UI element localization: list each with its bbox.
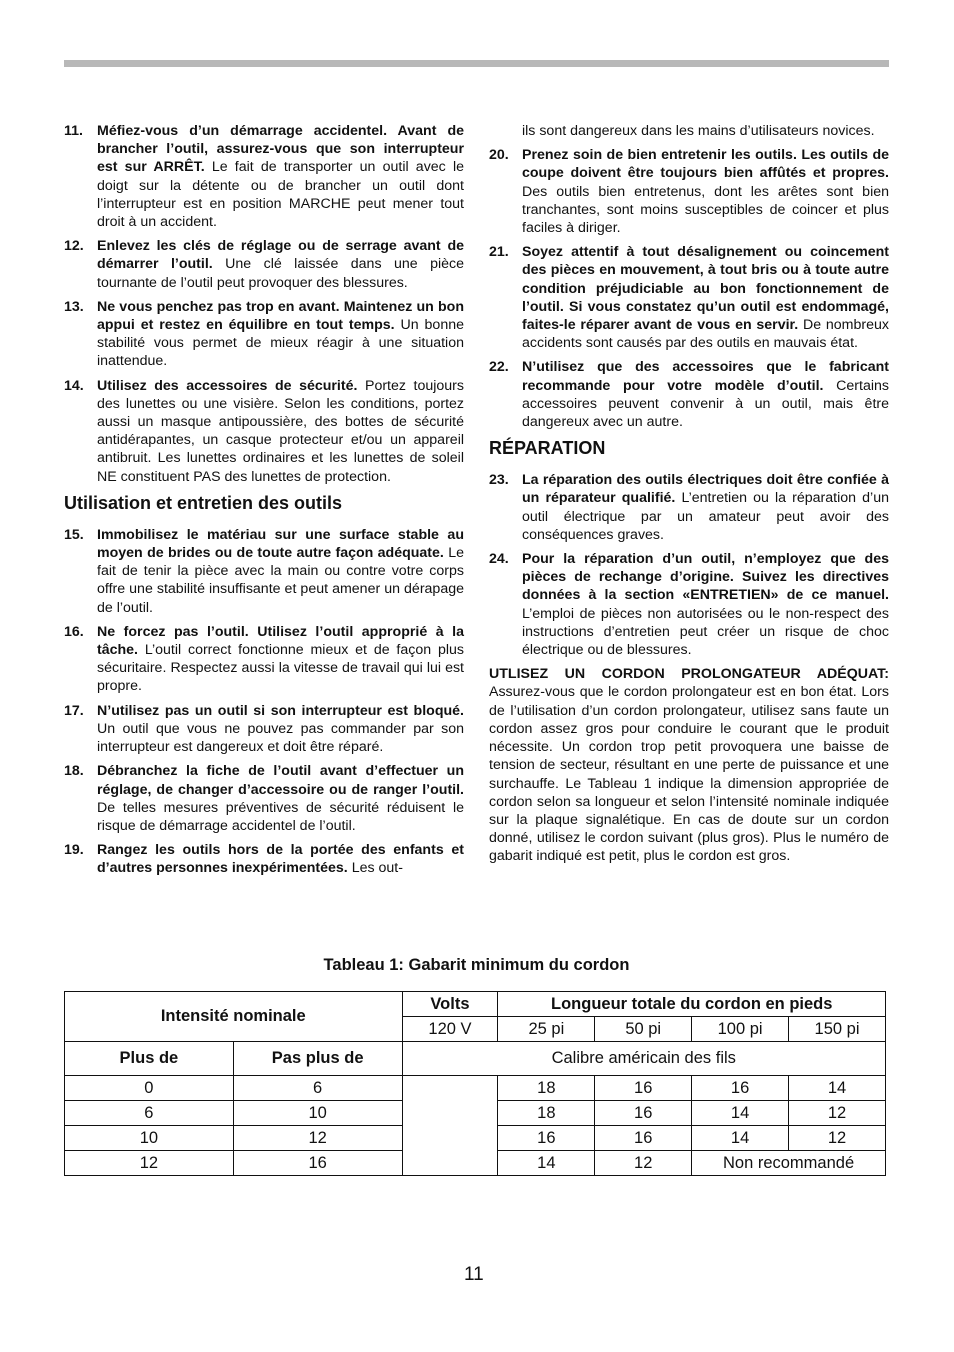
header-pas-plus-de: Pas plus de xyxy=(233,1042,402,1076)
item-text: De nombreux accidents sont causés par des outils en mauvais état. xyxy=(522,317,889,352)
continued-text: ils sont dangereux dans les mains d’utilisateurs novices. xyxy=(522,123,875,139)
right-column xyxy=(489,122,889,866)
list-item xyxy=(489,243,889,352)
volts-value: 120 V xyxy=(402,1017,498,1042)
table-cell: 10 xyxy=(65,1126,234,1151)
not-recommended-cell: Non recommandé xyxy=(692,1151,886,1176)
empty-volts-cell xyxy=(402,1076,498,1176)
item-number: 17. xyxy=(64,702,84,719)
list-item xyxy=(64,702,464,757)
item-text: Un bonne stabilité vous permet de mieux réagir à une situation inattendue. xyxy=(97,317,464,370)
table-cell: 14 xyxy=(789,1076,886,1101)
item-text: Des outils bien entretenus, dont les arêtes sont bien tranchantes, sont moins susceptibles de coincer et plus faciles à diriger. xyxy=(522,183,889,237)
item-number: 14. xyxy=(64,377,84,394)
table-cell: 18 xyxy=(498,1076,595,1101)
table-row xyxy=(65,1076,886,1101)
length-cell: 25 pi xyxy=(498,1017,595,1042)
list-item xyxy=(64,298,464,371)
item-bold: N’utilisez pas un outil si son interrupteur est bloqué. xyxy=(97,702,464,719)
left-column xyxy=(64,122,464,884)
item-text: L’emploi de pièces non autorisées ou le non-respect des instructions d’entretien peut créer un risque de choc électrique ou de blessures. xyxy=(522,605,889,659)
item-bold: Méfiez-vous d’un démarrage accidentel. Avant de brancher l’outil, assurez-vous que son interrupteur est sur ARRÊT. xyxy=(97,123,464,176)
item-bold: Pour la réparation d’un outil, n’employez que des pièces de rechange d’origine. Suivez les directives données à la section «ENTRETIEN» de ce manuel. xyxy=(522,551,889,604)
length-cell: 150 pi xyxy=(789,1017,886,1042)
table-cell: 6 xyxy=(65,1101,234,1126)
cord-text: Assurez-vous que le cordon prolongateur est en bon état. Lors de l’utilisation d’un cordon prolongateur, utilisez sans faute un cordon assez gros pour conduire le courant que le produit nécessite. Un cordon trop petit provoquera une baisse de tension de secteur, résultant en une perte de puissance et une surchauffe. Le Tableau 1 indique la dimension appropriée de cordon selon sa longueur et selon l’intensité nominale indiquée sur la plaque signalétique. En cas de doute sur un cordon donné, utilisez le cordon suivant (plus gros). Plus le numéro de gabarit indiqué est petit, plus le cordon est gros. xyxy=(489,684,889,865)
table-cell: 14 xyxy=(498,1151,595,1176)
table-cell: 0 xyxy=(65,1076,234,1101)
item-number: 11. xyxy=(64,123,83,139)
header-plus-de: Plus de xyxy=(65,1042,234,1076)
top-rule xyxy=(64,60,889,67)
header-volts: Volts xyxy=(402,992,498,1017)
length-cell: 100 pi xyxy=(692,1017,789,1042)
table-cell: 12 xyxy=(789,1101,886,1126)
table-cell: 16 xyxy=(595,1126,692,1151)
list-item xyxy=(64,237,464,292)
list-item xyxy=(64,623,464,696)
item-bold: Rangez les outils hors de la portée des enfants et d’autres personnes inexpérimentées. xyxy=(97,842,464,877)
item-number: 21. xyxy=(489,244,509,261)
list-item xyxy=(489,358,889,431)
header-longueur: Longueur totale du cordon en pieds xyxy=(498,992,886,1017)
item-bold: N’utilisez que des accessoires que le fabricant recommande pour votre modèle d’outil. xyxy=(522,359,889,394)
item-number: 20. xyxy=(489,147,509,164)
list-item xyxy=(489,146,889,237)
item-text: Certains accessoires peuvent convenir à un outil, mais être dangereux avec un autre. xyxy=(522,377,889,431)
item-number: 15. xyxy=(64,526,84,543)
item-text: Portez toujours des lunettes ou une visière. Selon les conditions, portez aussi un masque antipoussière, des bottes de sécurité antidérapantes, un casque protecteur et/ou un appareil antibruit. Les lunettes ordinaires et les lunettes de soleil NE constituent PAS des lunettes de protection. xyxy=(97,377,464,485)
list-item xyxy=(64,122,464,231)
item-number: 18. xyxy=(64,763,84,780)
item-text: Le fait de transporter un outil avec le doigt sur la détente ou de brancher un outil dont l’interrupteur est en position MARCHE peut mener tout droit à un accident. xyxy=(97,159,464,231)
table-cell: 16 xyxy=(595,1101,692,1126)
item-text: Le fait de tenir la pièce avec la main ou contre votre corps offre une stabilité insuffisante et peut amener un dérapage de l’outil. xyxy=(97,545,464,616)
item-text: Les out- xyxy=(351,860,403,877)
table-cell: 18 xyxy=(498,1101,595,1126)
table-cell: 10 xyxy=(233,1101,402,1126)
item-number: 19. xyxy=(64,842,84,859)
item-number: 13. xyxy=(64,298,84,315)
length-cell: 50 pi xyxy=(595,1017,692,1042)
item-text: L’outil correct fonctionne mieux et de façon plus sécuritaire. Respectez aussi la vitesse de travail qui lui est propre. xyxy=(97,642,464,695)
item-bold: Prenez soin de bien entretenir les outils. Les outils de coupe doivent être toujours bien affûtés et propres. xyxy=(522,147,889,182)
table-cell: 14 xyxy=(692,1101,789,1126)
table-cell: 16 xyxy=(498,1126,595,1151)
item-text: L’entretien ou la réparation d’un outil électrique par un amateur peut avoir des conséquences graves. xyxy=(522,490,889,543)
table-cell: 12 xyxy=(65,1151,234,1176)
header-calibre: Calibre américain des fils xyxy=(402,1042,885,1076)
page-number: 11 xyxy=(464,1264,484,1285)
section-title: RÉPARATION xyxy=(489,438,606,459)
item-bold: Immobilisez le matériau sur une surface stable au moyen de brides ou de toute autre façon adéquate. xyxy=(97,526,464,562)
item-bold: Ne vous penchez pas trop en avant. Maintenez un bon appui et restez en équilibre en tout temps. xyxy=(97,298,464,334)
table-cell: 6 xyxy=(233,1076,402,1101)
item-number: 16. xyxy=(64,623,84,640)
table-row xyxy=(65,1042,886,1076)
item-text: De telles mesures préventives de sécurité réduisent le risque de démarrage accidentel de l’outil. xyxy=(97,799,464,834)
item-bold: Débranchez la fiche de l’outil avant d’effectuer un réglage, de changer d’accessoire ou de ranger l’outil. xyxy=(97,763,464,798)
list-item xyxy=(64,526,464,617)
table-cell: 12 xyxy=(233,1126,402,1151)
item-text: Un outil que vous ne pouvez pas commander par son interrupteur est dangereux et doit être réparé. xyxy=(97,720,464,756)
list-item xyxy=(489,550,889,659)
table-cell: 12 xyxy=(789,1126,886,1151)
list-item xyxy=(489,471,889,544)
list-item xyxy=(64,841,464,877)
item-number: 24. xyxy=(489,551,509,568)
cord-paragraph xyxy=(489,665,889,865)
item-bold: La réparation des outils électriques doit être confiée à un réparateur qualifié. xyxy=(522,472,889,507)
item-number: 22. xyxy=(489,359,509,376)
table-row xyxy=(65,992,886,1017)
table-cell: 16 xyxy=(595,1076,692,1101)
cord-gauge-table xyxy=(64,991,886,1176)
table-cell: 12 xyxy=(595,1151,692,1176)
list-item xyxy=(64,762,464,835)
header-intensite: Intensité nominale xyxy=(65,992,403,1042)
item-text: Une clé laissée dans une pièce tournante de l’outil peut provoquer des blessures. xyxy=(97,256,464,291)
item-bold: Ne forcez pas l’outil. Utilisez l’outil approprié à la tâche. xyxy=(97,623,464,659)
table-caption: Tableau 1: Gabarit minimum du cordon xyxy=(323,956,630,974)
section-title: Utilisation et entretien des outils xyxy=(64,492,343,513)
item-bold: Soyez attentif à tout désalignement ou coincement des pièces en mouvement, à tout bris ou à toute autre condition préjudiciable au bon fonctionnement de l’outil. Si vous constatez qu’un outil est endommagé, faites-le réparer avant de vous en servir. xyxy=(522,244,889,334)
table-cell: 16 xyxy=(692,1076,789,1101)
item-bold: Enlevez les clés de réglage ou de serrage avant de démarrer l’outil. xyxy=(97,238,464,273)
table-cell: 16 xyxy=(233,1151,402,1176)
cord-heading: UTLISEZ UN CORDON PROLONGATEUR ADÉQUAT: xyxy=(489,666,889,683)
list-item xyxy=(64,377,464,486)
item-number: 23. xyxy=(489,472,509,489)
item-number: 12. xyxy=(64,238,84,255)
item-bold: Utilisez des accessoires de sécurité. xyxy=(97,377,358,394)
table-cell: 14 xyxy=(692,1126,789,1151)
